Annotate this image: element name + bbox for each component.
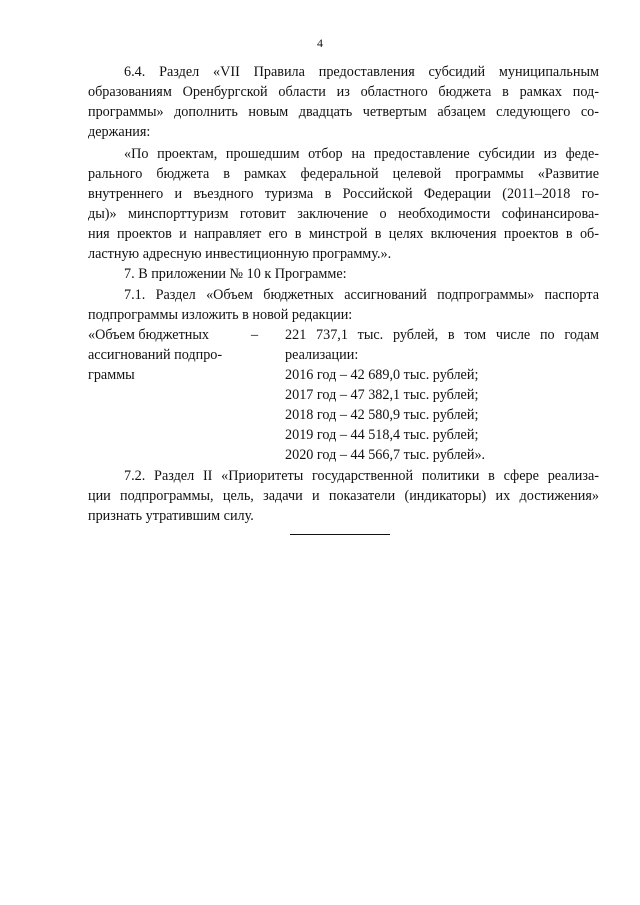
table-dash: –: [251, 327, 259, 343]
para-6-4-line-2: образованиям Оренбургской области из областного бюджета в рамках под-: [88, 84, 599, 100]
item-7-2-line-1: 7.2. Раздел II «Приоритеты государственной политики в сфере реализа-: [124, 468, 599, 484]
table-right-line-1: 221 737,1 тыс. рублей, в том числе по годам: [285, 327, 599, 343]
para-6-4-line-3: программы» дополнить новым двадцать четвертым абзацем следующего со-: [88, 104, 599, 120]
item-7-2-line-2: ции подпрограммы, цель, задачи и показатели (индикаторы) их достижения»: [88, 488, 599, 504]
table-right-line-6: 2019 год – 44 518,4 тыс. рублей;: [285, 427, 479, 443]
table-right-line-4: 2017 год – 47 382,1 тыс. рублей;: [285, 387, 479, 403]
quote-line-2: рального бюджета в рамках федеральной целевой программы «Развитие: [88, 166, 599, 182]
table-left-line-1: «Объем бюджетных: [88, 327, 210, 343]
quote-line-6: ластную адресную инвестиционную программу.».: [88, 246, 392, 262]
table-right-line-5: 2018 год – 42 580,9 тыс. рублей;: [285, 407, 479, 423]
quote-line-5: ния проектов и направляет его в минстрой в целях включения проектов в об-: [88, 226, 599, 242]
table-left-line-2: ассигнований подпро-: [88, 347, 223, 363]
page-number: 4: [317, 36, 323, 50]
item-7-1-line-1: 7.1. Раздел «Объем бюджетных ассигнований подпрограммы» паспорта: [124, 287, 599, 303]
quote-line-1: «По проектам, прошедшим отбор на предоставление субсидии из феде-: [124, 146, 599, 162]
para-6-4-line-1: 6.4. Раздел «VII Правила предоставления субсидий муниципальным: [124, 64, 599, 80]
table-right-line-2: реализации:: [285, 347, 359, 363]
table-right-line-7: 2020 год – 44 566,7 тыс. рублей».: [285, 447, 486, 463]
quote-line-4: ды)» минспорттуризм готовит заключение о необходимости софинансирова-: [88, 206, 599, 222]
item-7: 7. В приложении № 10 к Программе:: [124, 266, 347, 282]
table-left-line-3: граммы: [88, 367, 135, 383]
quote-line-3: внутреннего и въездного туризма в Российской Федерации (2011–2018 го-: [88, 186, 599, 202]
end-separator-line: [290, 534, 390, 535]
item-7-1-line-2: подпрограммы изложить в новой редакции:: [88, 307, 353, 323]
item-7-2-line-3: признать утратившим силу.: [88, 508, 254, 524]
table-right-line-3: 2016 год – 42 689,0 тыс. рублей;: [285, 367, 479, 383]
para-6-4-line-4: держания:: [88, 124, 151, 140]
